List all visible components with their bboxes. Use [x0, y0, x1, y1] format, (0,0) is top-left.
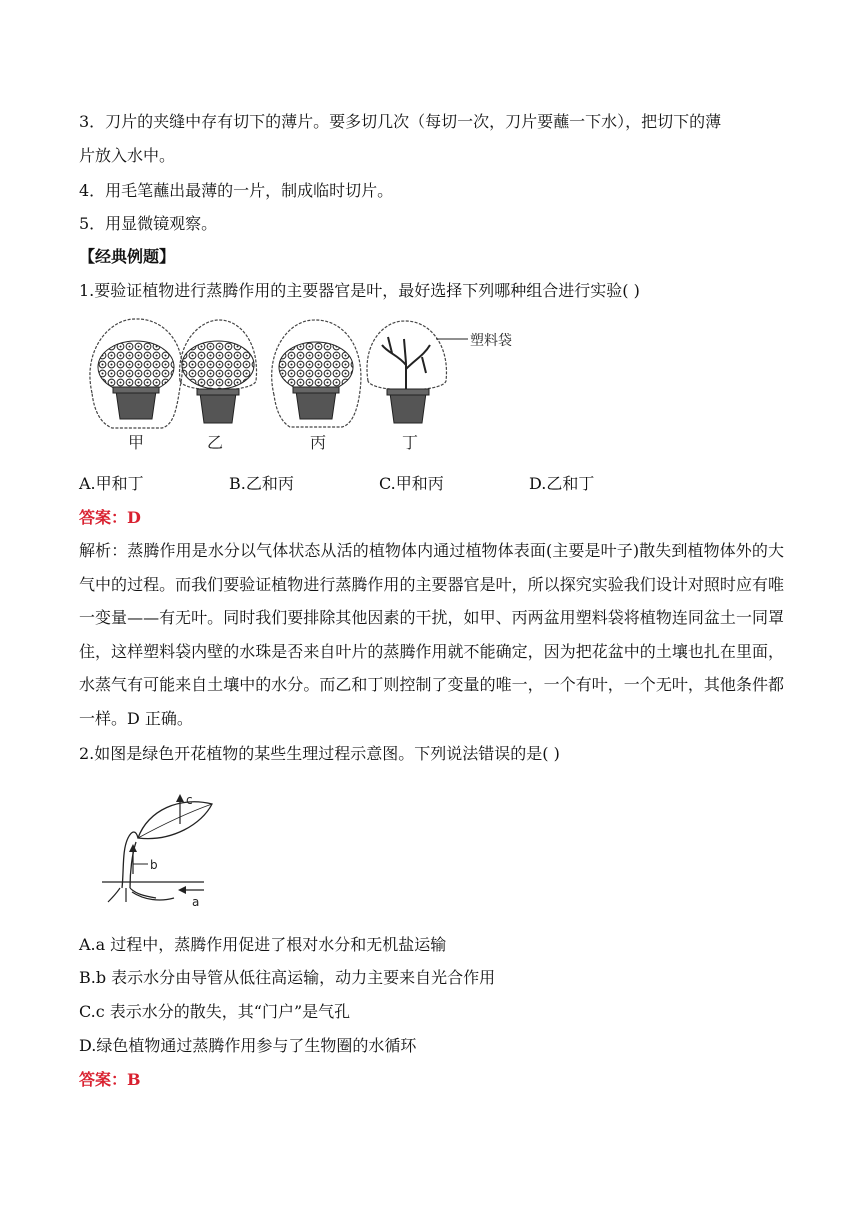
- label-ding: 丁: [402, 433, 419, 452]
- bag-label: 塑料袋: [470, 333, 512, 349]
- q1-figure: [80, 315, 530, 455]
- step-5: 5．用显微镜观察。: [79, 214, 218, 233]
- q2-option-c: C.c 表示水分的散失，其“门户”是气孔: [79, 1002, 351, 1021]
- q2-answer: 答案：B: [79, 1070, 141, 1089]
- label-b: b: [150, 858, 158, 872]
- q1-answer: 答案：D: [79, 508, 141, 527]
- q2-stem: 2.如图是绿色开花植物的某些生理过程示意图。下列说法错误的是( ): [79, 744, 560, 763]
- q1-option-c: C.甲和丙: [379, 474, 444, 493]
- step-3-line-1: 3．刀片的夹缝中存有切下的薄片。要多切几次（每切一次，刀片要蘸一下水），把切下的薄: [79, 112, 722, 131]
- plant-ding: [367, 321, 468, 423]
- q1-option-d: D.乙和丁: [529, 474, 595, 493]
- plant-yi: [180, 320, 257, 423]
- q2-option-b: B.b 表示水分由导管从低往高运输，动力主要来自光合作用: [79, 968, 496, 987]
- label-c: c: [186, 793, 193, 807]
- q1-stem: 1.要验证植物进行蒸腾作用的主要器官是叶，最好选择下列哪种组合进行实验( ): [79, 281, 640, 300]
- section-heading: 【经典例题】: [79, 247, 176, 266]
- q2-figure: [100, 790, 230, 910]
- label-a: a: [192, 895, 200, 909]
- q2-option-d: D.绿色植物通过蒸腾作用参与了生物圈的水循环: [79, 1036, 417, 1055]
- q1-analysis: 解析：蒸腾作用是水分以气体状态从活的植物体内通过植物体表面(主要是叶子)散失到植物体外的大气中的过程。而我们要验证植物进行蒸腾作用的主要器官是叶，所以探究实验我们设计对照时应有唯一变量——有无叶。同时我们要排除其他因素的干扰，如甲、丙两盆用塑料袋将植物连同盆土一同罩住，这样塑料袋内壁的水珠是否来自叶片的蒸腾作用就不能确定，因为把花盆中的土壤也扎在里面，水蒸气有可能来自土壤中的水分。而乙和丁则控制了变量的唯一，一个有叶，一个无叶，其他条件都一样。D 正确。: [79, 541, 784, 728]
- q1-option-a: A.甲和丁: [79, 474, 144, 493]
- q1-option-b: B.乙和丙: [229, 474, 294, 493]
- plant-jia: [90, 319, 182, 428]
- step-3-line-2: 片放入水中。: [79, 146, 176, 165]
- q2-option-a: A.a 过程中，蒸腾作用促进了根对水分和无机盐运输: [79, 935, 447, 954]
- plant-bing: [272, 320, 361, 427]
- step-4: 4．用毛笔蘸出最薄的一片，制成临时切片。: [79, 181, 394, 200]
- label-jia: 甲: [128, 433, 145, 452]
- label-yi: 乙: [207, 433, 224, 452]
- label-bing: 丙: [310, 433, 327, 452]
